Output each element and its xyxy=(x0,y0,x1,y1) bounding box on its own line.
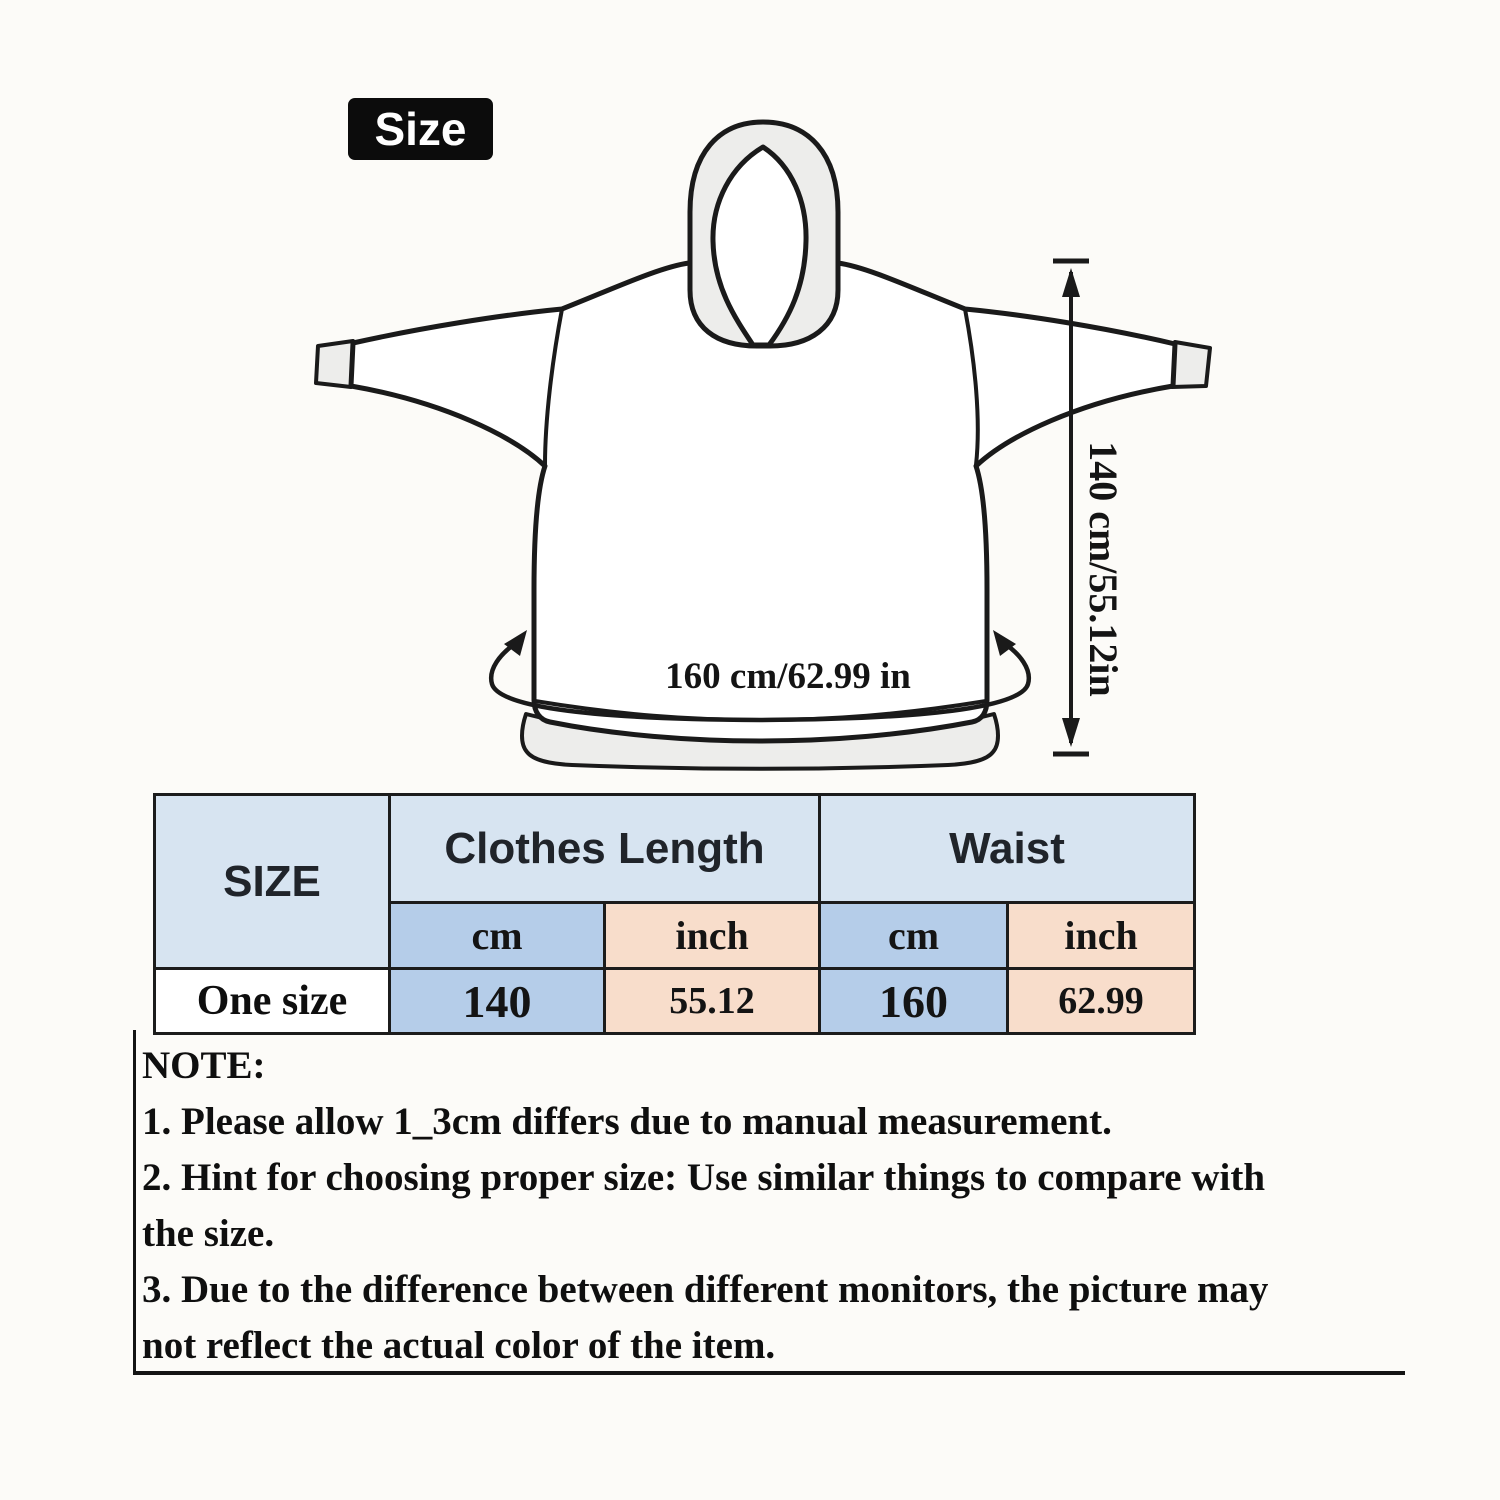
note-line-1: 1. Please allow 1_3cm differs due to manual measurement. xyxy=(142,1100,1112,1143)
table-group-header-row xyxy=(155,795,1195,903)
left-cuff xyxy=(316,341,353,387)
note-line-2b: the size. xyxy=(142,1212,275,1255)
note-line-2: 2. Hint for choosing proper size: Use similar things to compare with xyxy=(142,1156,1266,1199)
size-value-cell: One size xyxy=(155,969,390,1034)
note-section xyxy=(133,1030,1405,1375)
waist-inch-value: 62.99 xyxy=(1008,969,1195,1034)
length-cm-header: cm xyxy=(390,903,605,969)
note-title: NOTE: xyxy=(142,1044,266,1087)
length-inch-value: 55.12 xyxy=(605,969,820,1034)
length-arrowhead-top xyxy=(1062,268,1080,297)
table-data-row xyxy=(155,969,1195,1034)
waist-measurement-label: 160 cm/62.99 in xyxy=(665,656,911,697)
note-line-3b: not reflect the actual color of the item. xyxy=(142,1324,776,1367)
waist-cm-value: 160 xyxy=(820,969,1008,1034)
clothes-length-header: Clothes Length xyxy=(390,795,820,903)
length-cm-value: 140 xyxy=(390,969,605,1034)
length-inch-header: inch xyxy=(605,903,820,969)
waist-inch-header: inch xyxy=(1008,903,1195,969)
note-line-3: 3. Due to the difference between different monitors, the picture may xyxy=(142,1268,1269,1311)
size-badge-label: Size xyxy=(374,103,467,155)
right-cuff xyxy=(1172,342,1210,387)
waist-header: Waist xyxy=(820,795,1195,903)
size-column-header: SIZE xyxy=(155,795,390,969)
size-badge xyxy=(348,98,493,160)
size-table xyxy=(153,793,1196,1035)
waist-cm-header: cm xyxy=(820,903,1008,969)
length-arrowhead-bottom xyxy=(1062,718,1080,747)
length-measurement-label: 140 cm/55.12in xyxy=(1081,441,1126,697)
